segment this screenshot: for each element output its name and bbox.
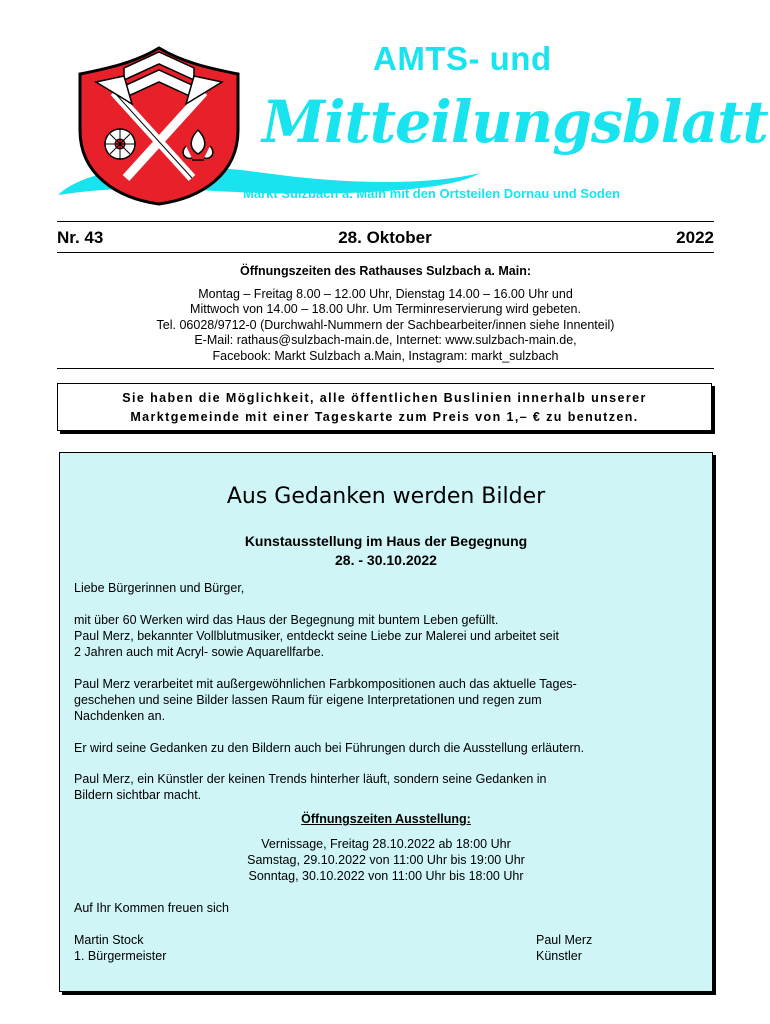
exhibition-article bbox=[59, 452, 713, 992]
article-title: Aus Gedanken werden Bilder bbox=[226, 484, 546, 509]
article-paragraph bbox=[74, 676, 704, 724]
article-salutation: Liebe Bürgerinnen und Bürger, bbox=[74, 581, 245, 595]
article-closing: Auf Ihr Kommen freuen sich bbox=[74, 901, 229, 915]
issue-year: 2022 bbox=[676, 228, 714, 247]
exhibition-hours-line: Samstag, 29.10.2022 von 11:00 Uhr bis 19:00 Uhr bbox=[247, 853, 525, 867]
divider bbox=[57, 368, 714, 369]
paragraph-line: geschehen und seine Bilder lassen Raum für eigene Interpretationen und regen zum bbox=[74, 693, 542, 707]
issue-date: 28. Oktober bbox=[338, 228, 432, 247]
paragraph-line: mit über 60 Werken wird das Haus der Begegnung mit buntem Leben gefüllt. bbox=[74, 613, 499, 627]
exhibition-hours-heading: Öffnungszeiten Ausstellung: bbox=[301, 812, 471, 826]
paragraph-line: 2 Jahren auch mit Acryl- sowie Aquarellfarbe. bbox=[74, 645, 325, 659]
article-subtitle-line: Kunstausstellung im Haus der Begegnung bbox=[244, 533, 528, 549]
exhibition-hours bbox=[60, 811, 712, 884]
signer-name: Paul Merz bbox=[536, 933, 593, 947]
bus-notice-line: Marktgemeinde mit einer Tageskarte zum Preis von 1,– € zu benutzen. bbox=[130, 410, 639, 424]
divider bbox=[57, 221, 714, 222]
signature-left bbox=[74, 932, 166, 964]
article-subtitle bbox=[60, 532, 712, 570]
article-dates: 28. - 30.10.2022 bbox=[335, 552, 437, 568]
office-contact-line: Facebook: Markt Sulzbach a.Main, Instagram: markt_sulzbach bbox=[212, 348, 559, 363]
bus-notice bbox=[57, 383, 712, 431]
paragraph-line: Paul Merz, bekannter Vollblutmusiker, entdeckt seine Liebe zur Malerei und arbeitet seit bbox=[74, 629, 559, 643]
office-contact-line: E-Mail: rathaus@sulzbach-main.de, Internet: www.sulzbach-main.de, bbox=[194, 333, 577, 347]
office-hours-line: Montag – Freitag 8.00 – 12.00 Uhr, Dienstag 14.00 – 16.00 Uhr und bbox=[198, 286, 573, 301]
masthead-title-main: Mitteilungsblatt bbox=[262, 88, 768, 156]
coat-of-arms-icon bbox=[74, 42, 244, 206]
article-paragraph bbox=[74, 771, 704, 803]
office-hours-line: Mittwoch von 14.00 – 18.00 Uhr. Um Terminreservierung wird gebeten. bbox=[190, 302, 581, 316]
office-contact-line: Tel. 06028/9712-0 (Durchwahl-Nummern der Sachbearbeiter/innen siehe Innenteil) bbox=[156, 317, 615, 332]
masthead-title-top: AMTS- und bbox=[373, 40, 552, 77]
signer-role: Künstler bbox=[536, 949, 582, 963]
issue-number: Nr. 43 bbox=[57, 228, 104, 247]
signature-right bbox=[536, 932, 592, 964]
divider bbox=[57, 252, 714, 253]
paragraph-line: Paul Merz, ein Künstler der keinen Trends hinterher läuft, sondern seine Gedanken in bbox=[74, 772, 547, 786]
paragraph-line: Bildern sichtbar macht. bbox=[74, 788, 202, 802]
signer-name: Martin Stock bbox=[74, 933, 144, 947]
paragraph-line: Paul Merz verarbeitet mit außergewöhnlichen Farbkompositionen auch das aktuelle Tages- bbox=[74, 677, 577, 691]
exhibition-hours-line: Sonntag, 30.10.2022 von 11:00 Uhr bis 18:00 Uhr bbox=[248, 869, 524, 883]
article-paragraph bbox=[74, 612, 704, 660]
paragraph-line: Er wird seine Gedanken zu den Bildern auch bei Führungen durch die Ausstellung erläutern. bbox=[74, 741, 585, 755]
office-hours bbox=[57, 264, 714, 364]
masthead-subtitle: Markt Sulzbach a. Main mit den Ortsteilen Dornau und Soden bbox=[243, 186, 621, 201]
office-hours-heading: Öffnungszeiten des Rathauses Sulzbach a. Main: bbox=[239, 264, 532, 278]
exhibition-hours-line: Vernissage, Freitag 28.10.2022 ab 18:00 Uhr bbox=[261, 837, 511, 851]
bus-notice-line: Sie haben die Möglichkeit, alle öffentlichen Buslinien innerhalb unserer bbox=[122, 391, 647, 405]
signer-role: 1. Bürgermeister bbox=[74, 949, 167, 963]
article-paragraph bbox=[74, 740, 704, 756]
paragraph-line: Nachdenken an. bbox=[74, 709, 166, 723]
